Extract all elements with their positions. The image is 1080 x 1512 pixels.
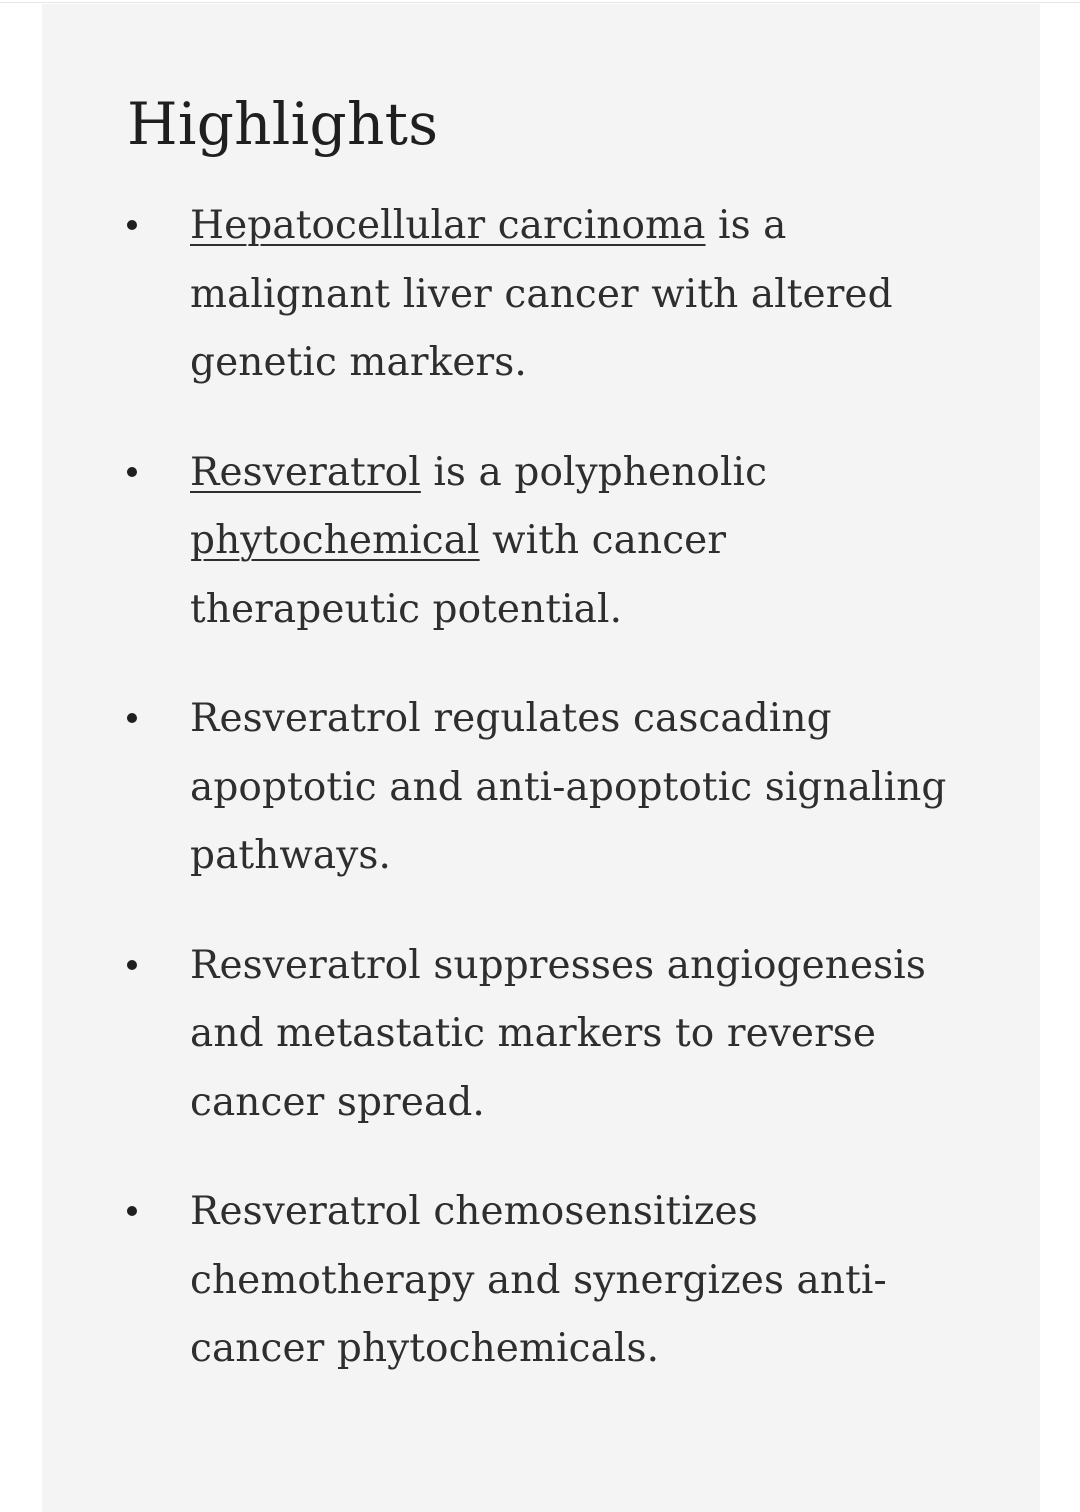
phytochemical-link[interactable]: phytochemical (190, 518, 480, 563)
section-title: Highlights (127, 90, 439, 158)
highlights-section (42, 4, 1040, 1512)
list-item (127, 439, 950, 645)
bullet-icon (127, 960, 137, 970)
item-text: Resveratrol suppresses angiogenesis and metastatic markers to reverse cancer spread. (190, 942, 926, 1125)
item-text: Resveratrol chemosensitizes chemotherapy and synergizes anti-cancer phytochemicals. (190, 1189, 887, 1371)
list-item (127, 1178, 950, 1384)
bullet-icon (127, 220, 137, 230)
highlights-list (127, 192, 1040, 1384)
bullet-icon (127, 713, 137, 723)
list-item (127, 685, 950, 891)
bullet-icon (127, 1206, 137, 1216)
top-divider (0, 2, 1080, 3)
bullet-icon (127, 467, 137, 477)
item-text: Resveratrol regulates cascading apoptotic and anti-apoptotic signaling pathways. (190, 696, 947, 878)
item-text: is a malignant liver cancer with altered genetic markers. (190, 203, 893, 385)
item-text: is a polyphenolic (420, 449, 768, 495)
resveratrol-link[interactable]: Resveratrol (190, 449, 421, 495)
list-item (127, 192, 950, 398)
item-text: with cancer therapeutic potential. (190, 518, 727, 632)
list-item (127, 932, 950, 1138)
hepatocellular-carcinoma-link[interactable]: Hepatocellular carcinoma (190, 203, 706, 248)
